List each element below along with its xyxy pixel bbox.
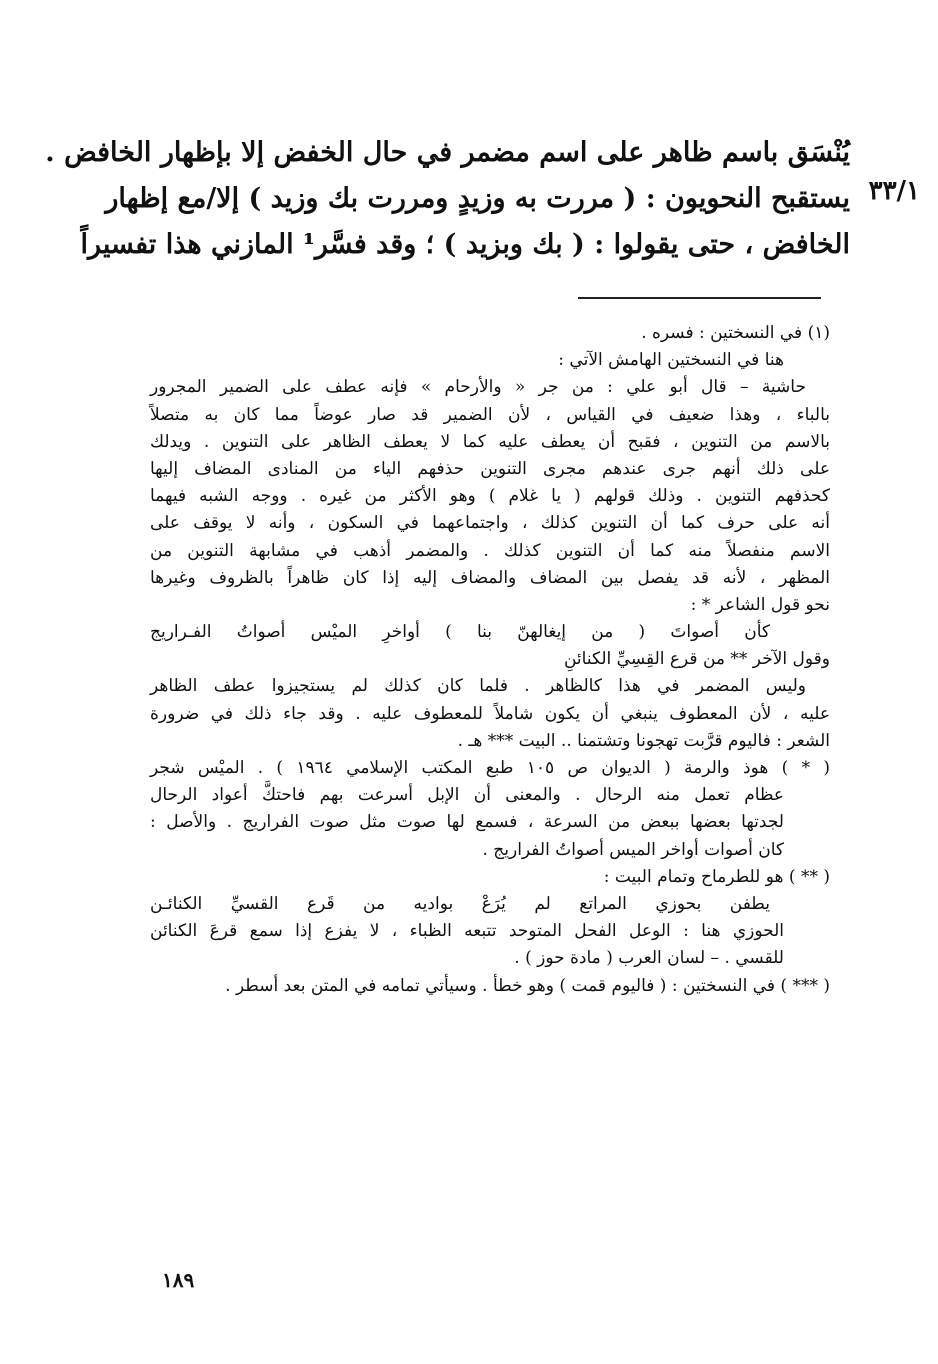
footnote-line: عليه ، لأن المعطوف ينبغي أن يكون شاملاً للمعطوف عليه . وقد جاء ذلك في ضرورة <box>150 703 830 724</box>
footnote-line: ( *** ) في النسختين : ( فاليوم قمت ) وهو خطأ . وسيأتي تمامه في المتن بعد أسطر . <box>225 975 830 996</box>
footnote-line: عظام تعمل منه الرحال . والمعنى أن الإبل أسرعت بهم فاحتكَّ أعواد الرحال <box>150 785 784 806</box>
footnote-line: المظهر ، لأنه قد يفصل بين المضاف والمضاف إليه إذا كان ظاهراً بالظروف وغيرها <box>150 567 830 588</box>
footnote-line: للقسي . – لسان العرب ( مادة حوز ) . <box>514 948 784 969</box>
footnote-line: يطفن بحوزي المراتع لم يُرَعْ بواديه من قَرع القسيِّ الكنائـن <box>150 893 770 914</box>
footnote-line: بالباء ، وهذا ضعيف في القياس ، لأن الضمير قد صار عوضاً مما كان به متصلاً <box>150 404 830 425</box>
footnote-line: كحذفهم التنوين . وذلك قولهم ( يا غلام ) وهو الأكثر من غيره . ووجه الشبه فيهما <box>150 486 830 507</box>
footnote-line: كان أصوات أواخر الميس أصواتُ الفراريج . <box>482 839 784 860</box>
margin-reference: ٣٣/١ <box>868 176 920 206</box>
main-line-1: يُنْسَق باسم ظاهر على اسم مضمر في حال الخفض إلا بإظهار الخافض . <box>45 137 850 168</box>
footnote-line: هنا في النسختين الهامش الآتي : <box>558 350 784 371</box>
footnote-line: الحوزي هنا : الوعل الفحل المتوحد تتبعه الظباء ، لا يفزع إذا سمع قرعَ الكنائن <box>150 921 784 942</box>
footnote-line: لجدتها بعضها ببعض من السرعة ، فسمع لها صوت مثل صوت الفراريج . والأصل : <box>150 812 784 833</box>
footnote-line: وقول الآخر ** من قرع القِسِيِّ الكنائنِ <box>563 649 830 670</box>
footnote-separator <box>578 297 821 299</box>
footnote-line: الاسم منفصلاً منه كما أن التنوين كذلك . والمضمر أذهب في مشابهة التنوين من <box>150 540 830 561</box>
footnote-line: كأن أصواتَ ( من إيغالهنّ بنا ) أواخرِ الميْس أصواتُ الفـراريج <box>150 622 770 643</box>
footnote-line: ( * ) هوذ والرمة ( الديوان ص ١٠٥ طبع المكتب الإسلامي ١٩٦٤ ) . الميْس شجر <box>150 758 830 778</box>
footnote-line: حاشية – قال أبو علي : من جر « والأرحام » فإنه عطف على الضمير المجرور <box>150 377 806 398</box>
footnotes <box>150 320 830 1000</box>
footnote-line: الشعر : فاليوم قرَّبت تهجونا وتشتمنا .. البيت *** هـ . <box>457 730 830 751</box>
footnote-line: أنه على حرف كما أن التنوين كذلك ، واجتماعهما في السكون ، وأنه لا يوقف على <box>150 513 830 534</box>
footnote-line: نحو قول الشاعر * : <box>690 594 830 615</box>
footnote-line: وليس المضمر في هذا كالظاهر . فلما كان كذلك لم يستجيزوا عطف الظاهر <box>150 676 806 697</box>
main-text <box>45 130 850 268</box>
main-line-3: الخافض ، حتى يقولوا : ( بك وبزيد ) ؛ وقد فسَّر¹ المازني هذا تفسيراً <box>80 229 850 260</box>
footnote-line: (١) في النسختين : فسره . <box>641 323 830 343</box>
page-number: ١٨٩ <box>162 1268 195 1292</box>
footnote-line: بالاسم من التنوين ، فقبح أن يعطف عليه كما لا يعطف الظاهر على التنوين . ويدلك <box>150 431 830 452</box>
footnote-line: على ذلك أنهم جرى عندهم مجرى التنوين حذفهم الياء من المنادى المضاف إليها <box>150 458 830 479</box>
main-line-2: يستقبح النحويون : ( مررت به وزيدٍ ومررت بك وزيد ) إلا/مع إظهار <box>105 183 850 214</box>
footnote-line: ( ** ) هو للطرماح وتمام البيت : <box>603 866 830 887</box>
